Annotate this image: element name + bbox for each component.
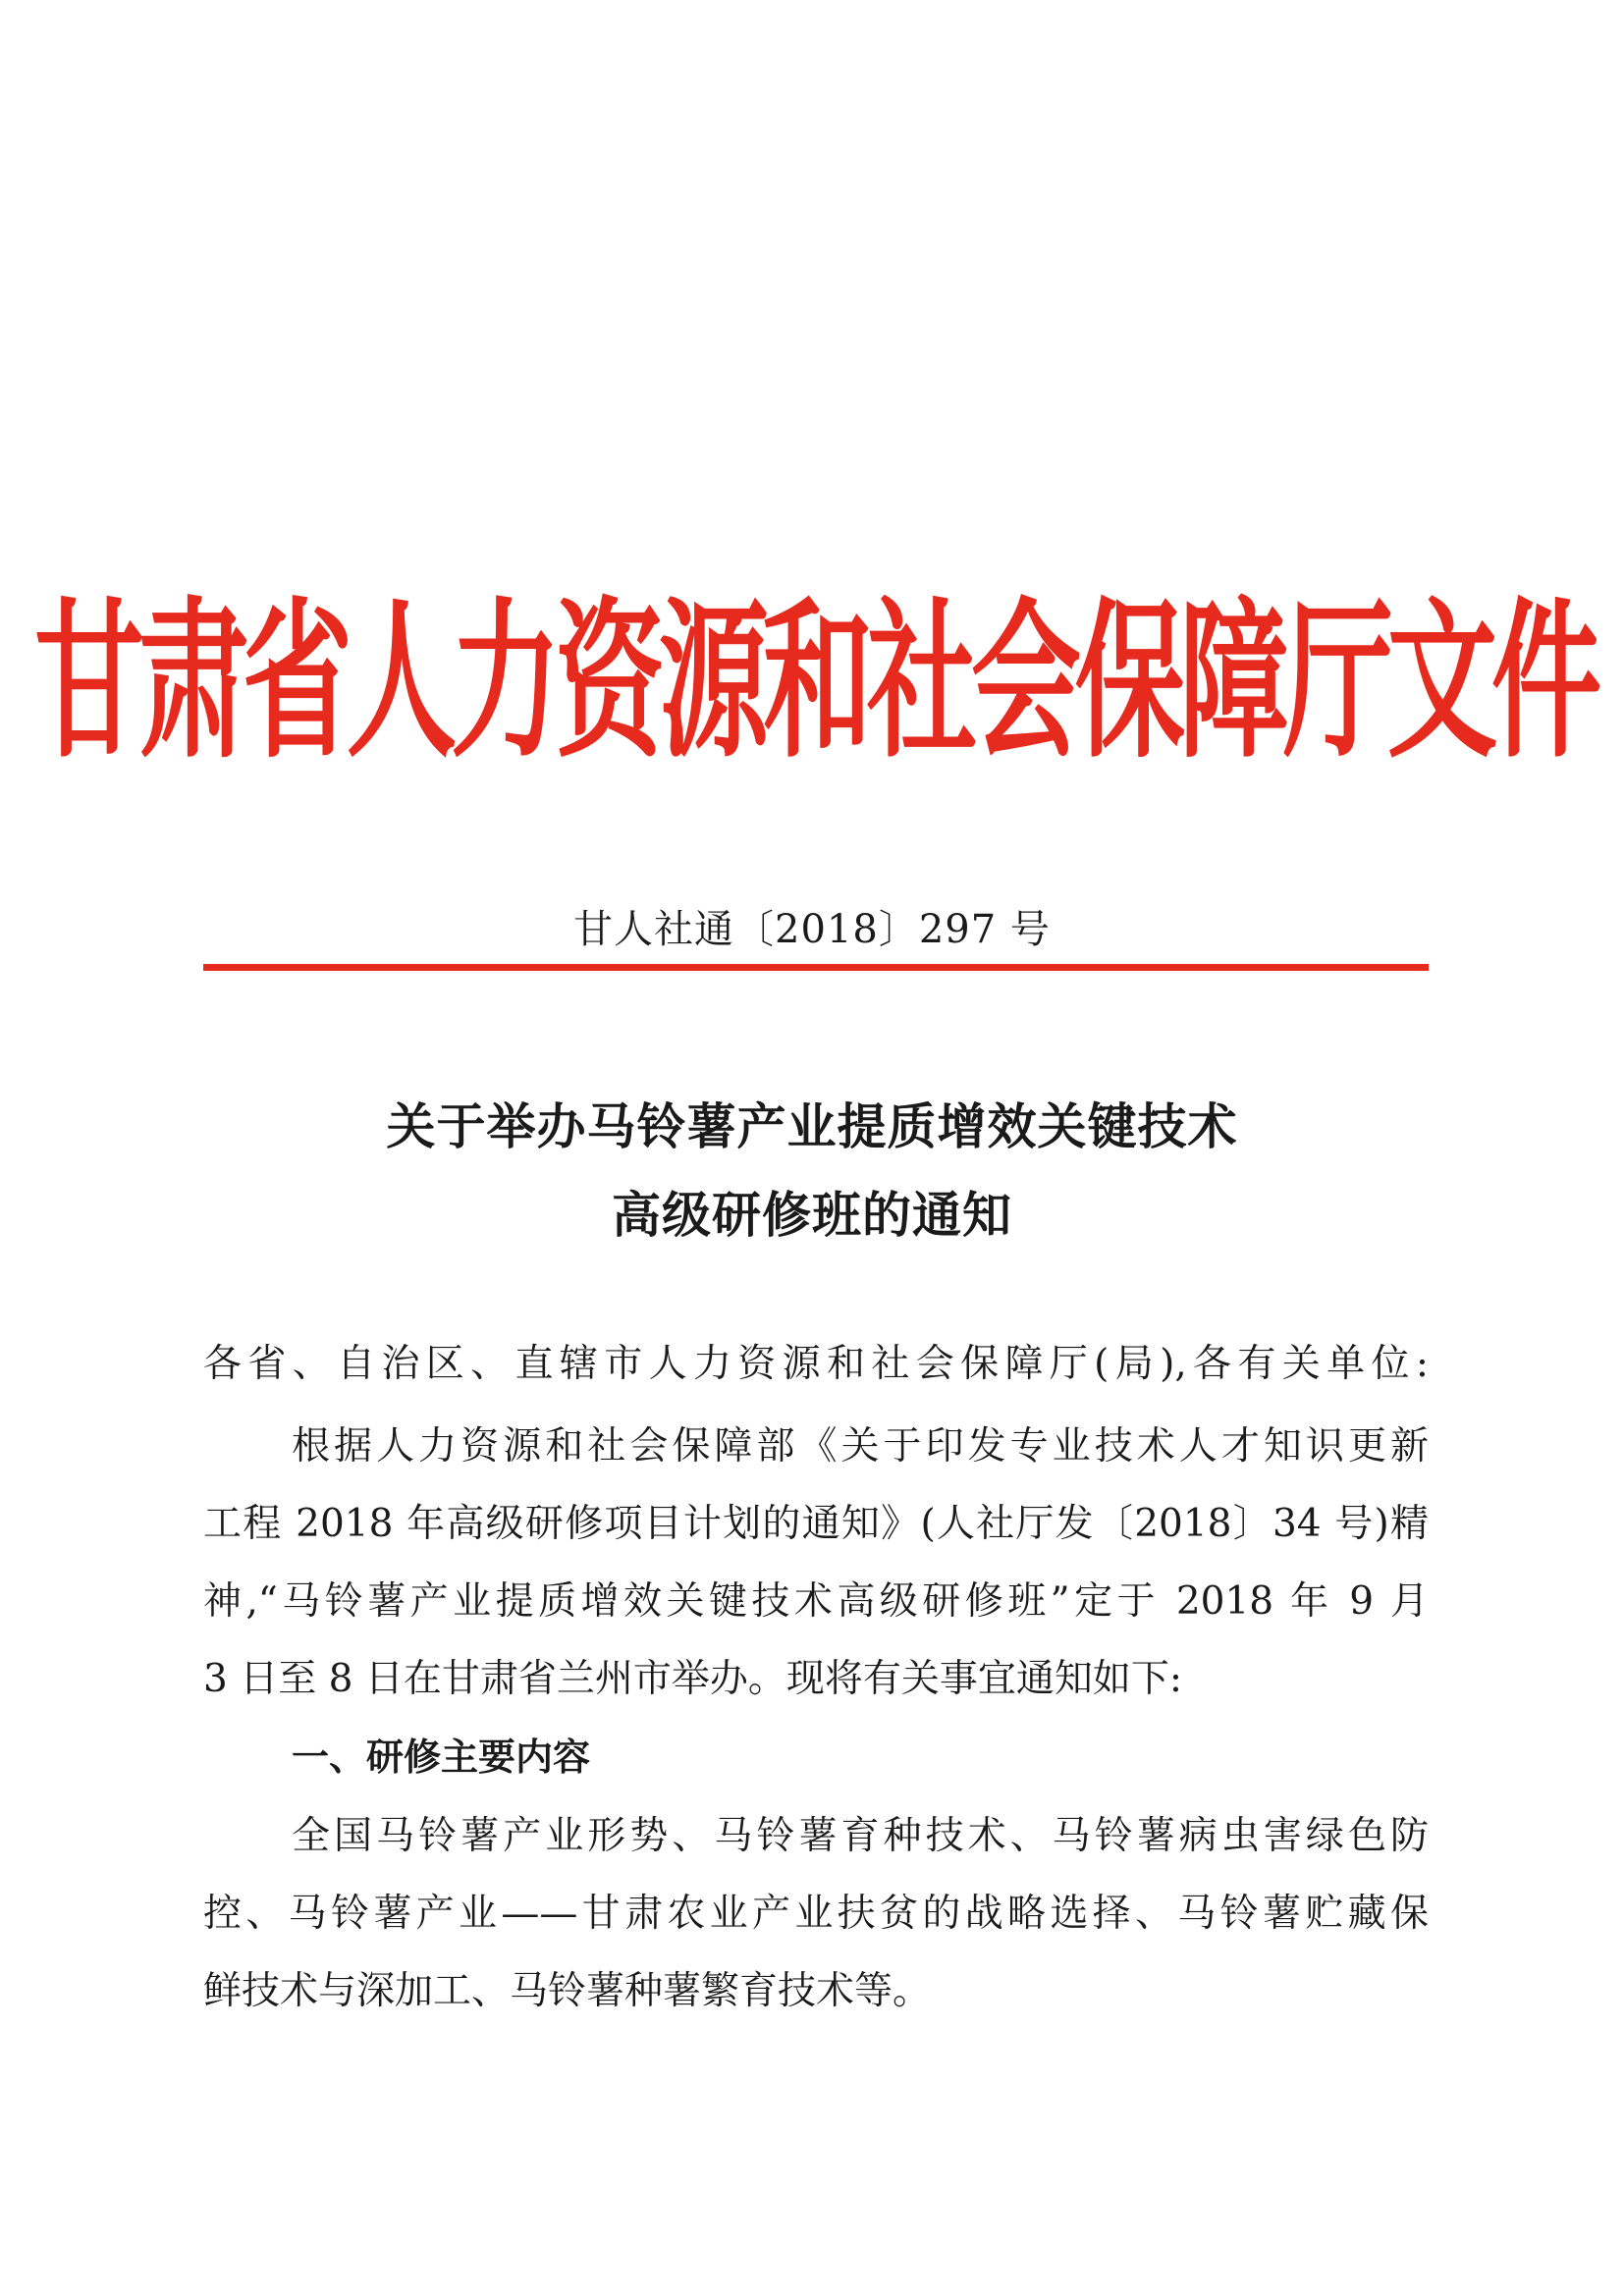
paragraph-1-line-2: 工程 2018 年高级研修项目计划的通知》(人社厅发〔2018〕34 号)精 [203, 1502, 1429, 1546]
notice-title-line-2: 高级研修班的通知 [612, 1187, 1012, 1244]
paragraph-1-line-1: 根据人力资源和社会保障部《关于印发专业技术人才知识更新 [292, 1424, 1429, 1468]
paragraph-2-line-1: 全国马铃薯产业形势、马铃薯育种技术、马铃薯病虫害绿色防 [292, 1814, 1429, 1858]
salutation: 各省、自治区、直辖市人力资源和社会保障厅(局),各有关单位: [203, 1342, 1429, 1386]
paragraph-1-line-4: 3 日至 8 日在甘肃省兰州市举办。现将有关事宜通知如下: [203, 1657, 1182, 1701]
red-divider-line [203, 964, 1429, 971]
paragraph-2-line-3: 鲜技术与深加工、马铃薯种薯繁育技术等。 [203, 1969, 932, 2013]
document-masthead: 甘肃省人力资源和社会保障厅文件 [34, 582, 1596, 781]
notice-title-line-1: 关于举办马铃薯产业提质增效关键技术 [386, 1098, 1238, 1155]
paragraph-2-line-2: 控、马铃薯产业——甘肃农业产业扶贫的战略选择、马铃薯贮藏保 [203, 1892, 1429, 1936]
document-number: 甘人社通〔2018〕297 号 [573, 907, 1051, 952]
section-1-heading: 一、研修主要内容 [292, 1735, 591, 1779]
paragraph-1-line-3: 神,“马铃薯产业提质增效关键技术高级研修班”定于 2018 年 9 月 [203, 1579, 1429, 1624]
